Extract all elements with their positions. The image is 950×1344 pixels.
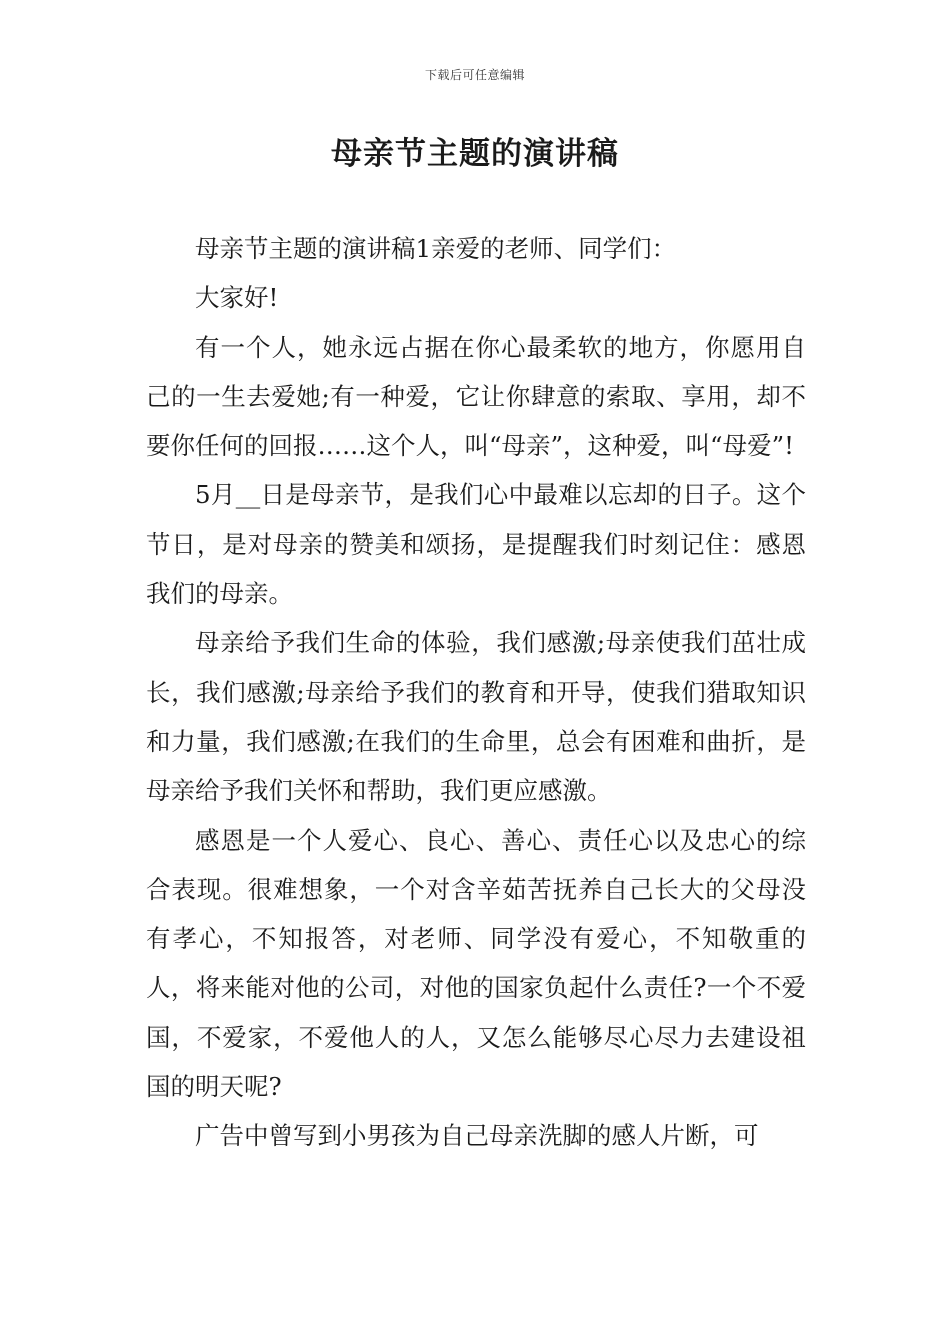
- paragraph-hello: 大家好!: [195, 283, 279, 313]
- document-body: [146, 224, 806, 1161]
- paragraph-greeting: 母亲节主题的演讲稿1亲爱的老师、同学们：: [195, 234, 677, 263]
- document-title: 母亲节主题的演讲稿: [331, 136, 619, 172]
- paragraph-mothers-day: 5月__日是母亲节，是我们心中最难以忘却的日子。这个节日，是对母亲的赞美和颂扬，是提醒我们时刻记住：感恩我们的母亲。: [146, 480, 806, 609]
- paragraph-mother-love: 有一个人，她永远占据在你心最柔软的地方，你愿用自己的一生去爱她;有一种爱，它让你肆意的索取、享用，却不要你任何的回报……这个人，叫“母亲”，这种爱，叫“母爱”!: [146, 332, 806, 461]
- paragraph-advertisement: 广告中曾写到小男孩为自己母亲洗脚的感人片断，可: [195, 1121, 759, 1151]
- paragraph-thankfulness: 感恩是一个人爱心、良心、善心、责任心以及忠心的综合表现。很难想象，一个对含辛茹苦抚养自己长大的父母没有孝心，不知报答，对老师、同学没有爱心，不知敬重的人，将来能对他的公司，对他的国家负起什么责任?一个不爱国，不爱家，不爱他人的人，又怎么能够尽心尽力去建设祖国的明天呢?: [146, 825, 806, 1102]
- paragraph-gratitude: 母亲给予我们生命的体验，我们感激;母亲使我们茁壮成长，我们感激;母亲给予我们的教育和开导，使我们猎取知识和力量，我们感激;在我们的生命里，总会有困难和曲折，是母亲给予我们关怀和帮助，我们更应感激。: [146, 628, 806, 806]
- header-note: 下载后可任意编辑: [424, 68, 525, 82]
